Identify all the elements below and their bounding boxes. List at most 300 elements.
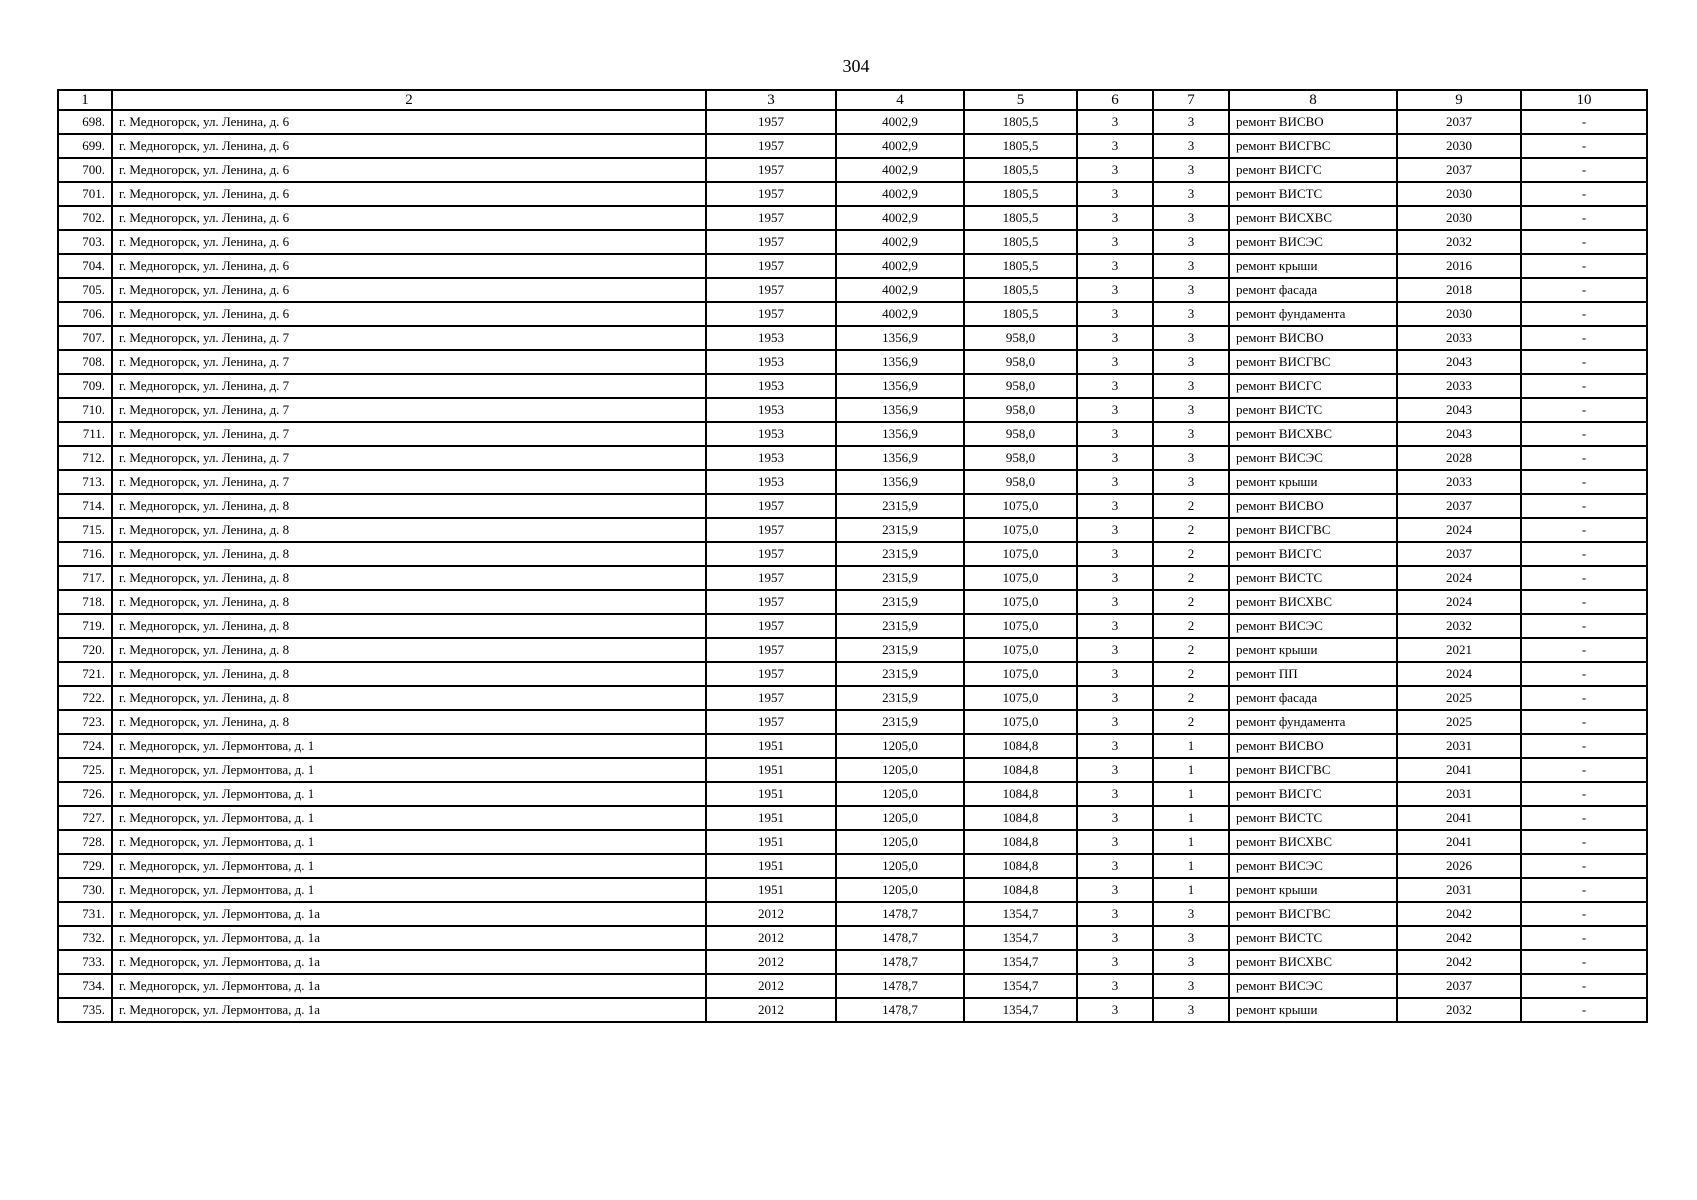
note-cell: -: [1521, 806, 1647, 830]
row-number: 711.: [58, 422, 112, 446]
work-type-cell: ремонт крыши: [1229, 254, 1397, 278]
entrances-cell: 3: [1153, 998, 1229, 1022]
address-cell: г. Медногорск, ул. Лермонтова, д. 1: [112, 830, 706, 854]
column-header: 3: [706, 90, 836, 110]
note-cell: -: [1521, 638, 1647, 662]
floors-cell: 3: [1077, 374, 1153, 398]
work-type-cell: ремонт ВИСЭС: [1229, 446, 1397, 470]
year-cell: 1957: [706, 494, 836, 518]
entrances-cell: 3: [1153, 950, 1229, 974]
column-header: 6: [1077, 90, 1153, 110]
row-number: 724.: [58, 734, 112, 758]
total-area-cell: 2315,9: [836, 590, 964, 614]
note-cell: -: [1521, 158, 1647, 182]
table-row: [58, 662, 1647, 686]
note-cell: -: [1521, 854, 1647, 878]
entrances-cell: 3: [1153, 902, 1229, 926]
total-area-cell: 1478,7: [836, 926, 964, 950]
entrances-cell: 2: [1153, 638, 1229, 662]
row-number: 732.: [58, 926, 112, 950]
address-cell: г. Медногорск, ул. Лермонтова, д. 1: [112, 758, 706, 782]
address-cell: г. Медногорск, ул. Лермонтова, д. 1а: [112, 950, 706, 974]
planned-year-cell: 2024: [1397, 518, 1521, 542]
note-cell: -: [1521, 950, 1647, 974]
row-number: 734.: [58, 974, 112, 998]
planned-year-cell: 2043: [1397, 350, 1521, 374]
planned-year-cell: 2030: [1397, 134, 1521, 158]
entrances-cell: 3: [1153, 134, 1229, 158]
column-header: 8: [1229, 90, 1397, 110]
year-cell: 1951: [706, 782, 836, 806]
entrances-cell: 3: [1153, 158, 1229, 182]
work-type-cell: ремонт ВИСВО: [1229, 326, 1397, 350]
entrances-cell: 2: [1153, 614, 1229, 638]
planned-year-cell: 2028: [1397, 446, 1521, 470]
note-cell: -: [1521, 542, 1647, 566]
planned-year-cell: 2018: [1397, 278, 1521, 302]
work-type-cell: ремонт ВИСГС: [1229, 782, 1397, 806]
entrances-cell: 3: [1153, 302, 1229, 326]
total-area-cell: 1356,9: [836, 470, 964, 494]
work-type-cell: ремонт фасада: [1229, 278, 1397, 302]
planned-year-cell: 2024: [1397, 662, 1521, 686]
row-number: 731.: [58, 902, 112, 926]
entrances-cell: 2: [1153, 662, 1229, 686]
floors-cell: 3: [1077, 590, 1153, 614]
entrances-cell: 2: [1153, 542, 1229, 566]
note-cell: -: [1521, 878, 1647, 902]
table-header-row: [58, 90, 1647, 110]
row-number: 725.: [58, 758, 112, 782]
row-number: 710.: [58, 398, 112, 422]
living-area-cell: 1354,7: [964, 926, 1077, 950]
row-number: 721.: [58, 662, 112, 686]
total-area-cell: 2315,9: [836, 638, 964, 662]
living-area-cell: 958,0: [964, 326, 1077, 350]
note-cell: -: [1521, 926, 1647, 950]
work-type-cell: ремонт ВИСГВС: [1229, 902, 1397, 926]
floors-cell: 3: [1077, 230, 1153, 254]
table-row: [58, 998, 1647, 1022]
floors-cell: 3: [1077, 902, 1153, 926]
table-row: [58, 902, 1647, 926]
note-cell: -: [1521, 734, 1647, 758]
note-cell: -: [1521, 590, 1647, 614]
floors-cell: 3: [1077, 662, 1153, 686]
year-cell: 1957: [706, 254, 836, 278]
work-type-cell: ремонт ВИСЭС: [1229, 854, 1397, 878]
year-cell: 2012: [706, 926, 836, 950]
floors-cell: 3: [1077, 974, 1153, 998]
address-cell: г. Медногорск, ул. Лермонтова, д. 1: [112, 734, 706, 758]
floors-cell: 3: [1077, 398, 1153, 422]
living-area-cell: 958,0: [964, 446, 1077, 470]
planned-year-cell: 2033: [1397, 326, 1521, 350]
work-type-cell: ремонт крыши: [1229, 998, 1397, 1022]
living-area-cell: 1075,0: [964, 542, 1077, 566]
row-number: 719.: [58, 614, 112, 638]
floors-cell: 3: [1077, 158, 1153, 182]
row-number: 703.: [58, 230, 112, 254]
column-header: 9: [1397, 90, 1521, 110]
entrances-cell: 3: [1153, 974, 1229, 998]
address-cell: г. Медногорск, ул. Ленина, д. 7: [112, 398, 706, 422]
floors-cell: 3: [1077, 878, 1153, 902]
row-number: 733.: [58, 950, 112, 974]
total-area-cell: 1205,0: [836, 806, 964, 830]
address-cell: г. Медногорск, ул. Ленина, д. 7: [112, 326, 706, 350]
table-row: [58, 686, 1647, 710]
floors-cell: 3: [1077, 518, 1153, 542]
address-cell: г. Медногорск, ул. Ленина, д. 8: [112, 638, 706, 662]
row-number: 701.: [58, 182, 112, 206]
floors-cell: 3: [1077, 350, 1153, 374]
note-cell: -: [1521, 134, 1647, 158]
row-number: 728.: [58, 830, 112, 854]
address-cell: г. Медногорск, ул. Ленина, д. 8: [112, 518, 706, 542]
note-cell: -: [1521, 566, 1647, 590]
planned-year-cell: 2043: [1397, 422, 1521, 446]
floors-cell: 3: [1077, 734, 1153, 758]
note-cell: -: [1521, 470, 1647, 494]
note-cell: -: [1521, 974, 1647, 998]
living-area-cell: 1805,5: [964, 158, 1077, 182]
total-area-cell: 1356,9: [836, 350, 964, 374]
note-cell: -: [1521, 518, 1647, 542]
planned-year-cell: 2030: [1397, 182, 1521, 206]
floors-cell: 3: [1077, 110, 1153, 134]
year-cell: 1957: [706, 206, 836, 230]
living-area-cell: 958,0: [964, 470, 1077, 494]
address-cell: г. Медногорск, ул. Лермонтова, д. 1: [112, 782, 706, 806]
row-number: 718.: [58, 590, 112, 614]
living-area-cell: 1805,5: [964, 182, 1077, 206]
note-cell: -: [1521, 206, 1647, 230]
address-cell: г. Медногорск, ул. Ленина, д. 7: [112, 374, 706, 398]
floors-cell: 3: [1077, 950, 1153, 974]
living-area-cell: 1084,8: [964, 878, 1077, 902]
year-cell: 1951: [706, 854, 836, 878]
table-row: [58, 134, 1647, 158]
note-cell: -: [1521, 782, 1647, 806]
living-area-cell: 1075,0: [964, 566, 1077, 590]
entrances-cell: 2: [1153, 518, 1229, 542]
address-cell: г. Медногорск, ул. Ленина, д. 6: [112, 158, 706, 182]
note-cell: -: [1521, 398, 1647, 422]
work-type-cell: ремонт ВИСГВС: [1229, 518, 1397, 542]
table-row: [58, 710, 1647, 734]
entrances-cell: 3: [1153, 278, 1229, 302]
work-type-cell: ремонт ВИСХВС: [1229, 590, 1397, 614]
address-cell: г. Медногорск, ул. Ленина, д. 7: [112, 350, 706, 374]
column-header: 7: [1153, 90, 1229, 110]
work-type-cell: ремонт фасада: [1229, 686, 1397, 710]
year-cell: 1957: [706, 638, 836, 662]
planned-year-cell: 2032: [1397, 614, 1521, 638]
note-cell: -: [1521, 350, 1647, 374]
row-number: 715.: [58, 518, 112, 542]
row-number: 709.: [58, 374, 112, 398]
total-area-cell: 2315,9: [836, 710, 964, 734]
row-number: 708.: [58, 350, 112, 374]
table-row: [58, 302, 1647, 326]
planned-year-cell: 2041: [1397, 830, 1521, 854]
row-number: 700.: [58, 158, 112, 182]
floors-cell: 3: [1077, 638, 1153, 662]
address-cell: г. Медногорск, ул. Ленина, д. 7: [112, 446, 706, 470]
year-cell: 1957: [706, 302, 836, 326]
living-area-cell: 1805,5: [964, 206, 1077, 230]
table-row: [58, 926, 1647, 950]
year-cell: 1953: [706, 446, 836, 470]
total-area-cell: 2315,9: [836, 662, 964, 686]
row-number: 729.: [58, 854, 112, 878]
address-cell: г. Медногорск, ул. Лермонтова, д. 1а: [112, 998, 706, 1022]
living-area-cell: 1805,5: [964, 254, 1077, 278]
total-area-cell: 4002,9: [836, 182, 964, 206]
address-cell: г. Медногорск, ул. Лермонтова, д. 1а: [112, 974, 706, 998]
living-area-cell: 1075,0: [964, 662, 1077, 686]
planned-year-cell: 2041: [1397, 806, 1521, 830]
work-type-cell: ремонт ВИСГВС: [1229, 134, 1397, 158]
living-area-cell: 1805,5: [964, 278, 1077, 302]
table-row: [58, 110, 1647, 134]
work-type-cell: ремонт ВИСГС: [1229, 374, 1397, 398]
table-row: [58, 854, 1647, 878]
planned-year-cell: 2042: [1397, 926, 1521, 950]
floors-cell: 3: [1077, 494, 1153, 518]
living-area-cell: 1354,7: [964, 902, 1077, 926]
table-row: [58, 758, 1647, 782]
note-cell: -: [1521, 182, 1647, 206]
work-type-cell: ремонт ВИСГС: [1229, 542, 1397, 566]
living-area-cell: 1354,7: [964, 950, 1077, 974]
year-cell: 1953: [706, 470, 836, 494]
planned-year-cell: 2025: [1397, 686, 1521, 710]
total-area-cell: 1205,0: [836, 734, 964, 758]
planned-year-cell: 2024: [1397, 566, 1521, 590]
row-number: 712.: [58, 446, 112, 470]
address-cell: г. Медногорск, ул. Ленина, д. 6: [112, 182, 706, 206]
column-header: 1: [58, 90, 112, 110]
total-area-cell: 4002,9: [836, 254, 964, 278]
table-row: [58, 326, 1647, 350]
address-cell: г. Медногорск, ул. Ленина, д. 8: [112, 710, 706, 734]
note-cell: -: [1521, 254, 1647, 278]
total-area-cell: 2315,9: [836, 518, 964, 542]
year-cell: 1957: [706, 518, 836, 542]
living-area-cell: 1805,5: [964, 302, 1077, 326]
planned-year-cell: 2037: [1397, 494, 1521, 518]
year-cell: 1957: [706, 230, 836, 254]
total-area-cell: 4002,9: [836, 134, 964, 158]
total-area-cell: 2315,9: [836, 542, 964, 566]
table-row: [58, 278, 1647, 302]
total-area-cell: 1478,7: [836, 998, 964, 1022]
living-area-cell: 958,0: [964, 350, 1077, 374]
address-cell: г. Медногорск, ул. Лермонтова, д. 1: [112, 878, 706, 902]
work-type-cell: ремонт ВИСЭС: [1229, 230, 1397, 254]
planned-year-cell: 2031: [1397, 734, 1521, 758]
planned-year-cell: 2037: [1397, 158, 1521, 182]
year-cell: 1957: [706, 542, 836, 566]
year-cell: 1951: [706, 806, 836, 830]
living-area-cell: 1075,0: [964, 614, 1077, 638]
planned-year-cell: 2032: [1397, 230, 1521, 254]
total-area-cell: 1356,9: [836, 326, 964, 350]
floors-cell: 3: [1077, 998, 1153, 1022]
table-row: [58, 806, 1647, 830]
column-header: 10: [1521, 90, 1647, 110]
entrances-cell: 1: [1153, 758, 1229, 782]
work-type-cell: ремонт ВИСВО: [1229, 110, 1397, 134]
work-type-cell: ремонт ВИСГС: [1229, 158, 1397, 182]
note-cell: -: [1521, 686, 1647, 710]
entrances-cell: 2: [1153, 494, 1229, 518]
planned-year-cell: 2037: [1397, 542, 1521, 566]
note-cell: -: [1521, 302, 1647, 326]
living-area-cell: 1075,0: [964, 590, 1077, 614]
living-area-cell: 958,0: [964, 374, 1077, 398]
living-area-cell: 1075,0: [964, 518, 1077, 542]
year-cell: 1951: [706, 830, 836, 854]
total-area-cell: 4002,9: [836, 302, 964, 326]
address-cell: г. Медногорск, ул. Лермонтова, д. 1а: [112, 926, 706, 950]
year-cell: 1953: [706, 374, 836, 398]
living-area-cell: 1075,0: [964, 494, 1077, 518]
table-row: [58, 518, 1647, 542]
table-row: [58, 494, 1647, 518]
living-area-cell: 1805,5: [964, 110, 1077, 134]
address-cell: г. Медногорск, ул. Ленина, д. 6: [112, 110, 706, 134]
living-area-cell: 1084,8: [964, 782, 1077, 806]
address-cell: г. Медногорск, ул. Ленина, д. 7: [112, 470, 706, 494]
address-cell: г. Медногорск, ул. Ленина, д. 8: [112, 686, 706, 710]
total-area-cell: 1356,9: [836, 398, 964, 422]
year-cell: 1957: [706, 566, 836, 590]
total-area-cell: 2315,9: [836, 686, 964, 710]
table-row: [58, 350, 1647, 374]
note-cell: -: [1521, 830, 1647, 854]
total-area-cell: 2315,9: [836, 494, 964, 518]
year-cell: 1957: [706, 662, 836, 686]
entrances-cell: 1: [1153, 830, 1229, 854]
work-type-cell: ремонт ВИСХВС: [1229, 950, 1397, 974]
floors-cell: 3: [1077, 542, 1153, 566]
table-row: [58, 206, 1647, 230]
total-area-cell: 1356,9: [836, 374, 964, 398]
work-type-cell: ремонт ВИСТС: [1229, 398, 1397, 422]
row-number: 722.: [58, 686, 112, 710]
table-row: [58, 974, 1647, 998]
year-cell: 2012: [706, 974, 836, 998]
entrances-cell: 3: [1153, 182, 1229, 206]
floors-cell: 3: [1077, 254, 1153, 278]
table-row: [58, 374, 1647, 398]
table-row: [58, 542, 1647, 566]
total-area-cell: 4002,9: [836, 110, 964, 134]
work-type-cell: ремонт фундамента: [1229, 302, 1397, 326]
floors-cell: 3: [1077, 302, 1153, 326]
floors-cell: 3: [1077, 614, 1153, 638]
year-cell: 1951: [706, 734, 836, 758]
planned-year-cell: 2031: [1397, 878, 1521, 902]
entrances-cell: 3: [1153, 254, 1229, 278]
planned-year-cell: 2021: [1397, 638, 1521, 662]
total-area-cell: 4002,9: [836, 158, 964, 182]
address-cell: г. Медногорск, ул. Ленина, д. 8: [112, 494, 706, 518]
note-cell: -: [1521, 110, 1647, 134]
work-type-cell: ремонт крыши: [1229, 638, 1397, 662]
work-type-cell: ремонт ВИСХВС: [1229, 830, 1397, 854]
living-area-cell: 1354,7: [964, 998, 1077, 1022]
note-cell: -: [1521, 758, 1647, 782]
living-area-cell: 1805,5: [964, 230, 1077, 254]
row-number: 705.: [58, 278, 112, 302]
work-type-cell: ремонт ВИСЭС: [1229, 974, 1397, 998]
living-area-cell: 958,0: [964, 422, 1077, 446]
planned-year-cell: 2033: [1397, 374, 1521, 398]
address-cell: г. Медногорск, ул. Ленина, д. 8: [112, 542, 706, 566]
address-cell: г. Медногорск, ул. Ленина, д. 6: [112, 254, 706, 278]
floors-cell: 3: [1077, 566, 1153, 590]
table-row: [58, 590, 1647, 614]
floors-cell: 3: [1077, 782, 1153, 806]
total-area-cell: 2315,9: [836, 614, 964, 638]
entrances-cell: 2: [1153, 686, 1229, 710]
planned-year-cell: 2030: [1397, 206, 1521, 230]
row-number: 716.: [58, 542, 112, 566]
entrances-cell: 3: [1153, 926, 1229, 950]
living-area-cell: 1075,0: [964, 638, 1077, 662]
table-row: [58, 446, 1647, 470]
work-type-cell: ремонт ВИСТС: [1229, 182, 1397, 206]
floors-cell: 3: [1077, 686, 1153, 710]
entrances-cell: 3: [1153, 446, 1229, 470]
total-area-cell: 1478,7: [836, 950, 964, 974]
entrances-cell: 1: [1153, 734, 1229, 758]
note-cell: -: [1521, 278, 1647, 302]
year-cell: 1957: [706, 278, 836, 302]
year-cell: 1957: [706, 710, 836, 734]
total-area-cell: 4002,9: [836, 230, 964, 254]
note-cell: -: [1521, 230, 1647, 254]
year-cell: 2012: [706, 902, 836, 926]
page-number: 304: [842, 56, 870, 76]
work-type-cell: ремонт ВИСТС: [1229, 806, 1397, 830]
planned-year-cell: 2043: [1397, 398, 1521, 422]
entrances-cell: 3: [1153, 398, 1229, 422]
work-type-cell: ремонт ВИСТС: [1229, 926, 1397, 950]
address-cell: г. Медногорск, ул. Ленина, д. 6: [112, 278, 706, 302]
note-cell: -: [1521, 614, 1647, 638]
year-cell: 1957: [706, 158, 836, 182]
planned-year-cell: 2016: [1397, 254, 1521, 278]
total-area-cell: 1356,9: [836, 422, 964, 446]
address-cell: г. Медногорск, ул. Ленина, д. 8: [112, 662, 706, 686]
floors-cell: 3: [1077, 326, 1153, 350]
column-header: 4: [836, 90, 964, 110]
floors-cell: 3: [1077, 422, 1153, 446]
column-header: 5: [964, 90, 1077, 110]
work-type-cell: ремонт фундамента: [1229, 710, 1397, 734]
address-cell: г. Медногорск, ул. Ленина, д. 7: [112, 422, 706, 446]
address-cell: г. Медногорск, ул. Лермонтова, д. 1: [112, 854, 706, 878]
planned-year-cell: 2037: [1397, 110, 1521, 134]
entrances-cell: 3: [1153, 374, 1229, 398]
entrances-cell: 3: [1153, 110, 1229, 134]
floors-cell: 3: [1077, 806, 1153, 830]
